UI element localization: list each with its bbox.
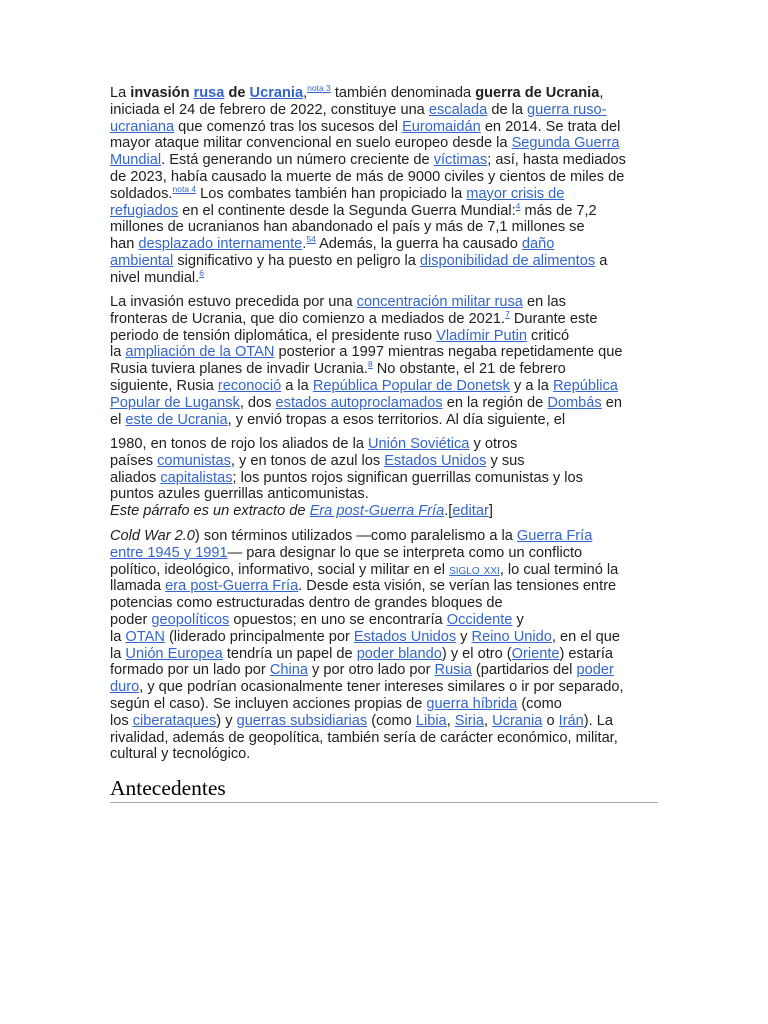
wiki-link[interactable]: ampliación de la OTAN <box>125 344 275 361</box>
text-line <box>110 328 658 345</box>
reference-link[interactable]: 6 <box>199 267 204 278</box>
text-line <box>110 183 658 203</box>
text-run: y por otro lado por <box>307 662 435 679</box>
wiki-link[interactable]: Libia <box>415 712 447 729</box>
text-line <box>110 662 658 679</box>
text-run: . Está generando un número creciente de <box>161 152 434 169</box>
text-run: y a la <box>509 377 553 394</box>
text-run: , y envió tropas a esos territorios. Al día siguiente, el <box>227 411 566 428</box>
reference-link[interactable]: 8 <box>367 359 373 370</box>
text-run: en <box>601 394 622 411</box>
wiki-link[interactable]: refugiados <box>110 202 179 219</box>
text-run: también denominada <box>330 85 476 101</box>
text-run: y otros <box>469 436 518 452</box>
text-run: fronteras de Ucrania, que dio comienzo a mediados de 2021. <box>110 310 506 327</box>
text-run: cultural y tecnológico. <box>110 746 251 763</box>
wiki-link[interactable]: Irán <box>558 712 584 729</box>
wiki-link[interactable]: Popular de Lugansk <box>110 394 240 411</box>
text-run: periodo de tensión diplomática, el presidente ruso <box>110 327 437 344</box>
text-line <box>110 646 658 663</box>
text-run: mayor ataque militar convencional en suelo europeo desde la <box>110 135 512 152</box>
wiki-link[interactable]: Estados Unidos <box>353 628 457 645</box>
text-line <box>110 200 658 220</box>
text-line <box>110 696 658 713</box>
text-run: a la <box>281 377 313 394</box>
text-run: a <box>595 252 608 269</box>
wiki-link[interactable]: Dombás <box>547 394 602 411</box>
text-run: No obstante, el 21 de febrero <box>372 361 566 378</box>
wiki-link[interactable]: Occidente <box>446 611 513 628</box>
text-line <box>110 629 658 646</box>
text-run: nivel mundial. <box>110 269 200 286</box>
wiki-link[interactable]: disponibilidad de alimentos <box>419 252 596 269</box>
text-run: 1980, en tonos de rojo los aliados de la <box>110 436 369 452</box>
reference-link[interactable]: nota 3 <box>307 83 331 93</box>
text-line <box>110 486 658 503</box>
text-run: más de 7,2 <box>520 202 597 219</box>
reference-link[interactable]: 7 <box>505 308 510 319</box>
wiki-link[interactable]: guerras subsidiarias <box>236 712 368 729</box>
text-line <box>110 236 658 253</box>
text-run: Durante este <box>509 310 598 327</box>
text-line <box>110 545 658 562</box>
wiki-link[interactable]: mayor crisis de <box>466 185 565 202</box>
text-line <box>110 102 658 119</box>
text-run: puntos azules guerrillas anticomunistas. <box>110 486 369 503</box>
text-run: . Desde esta visión, se verían las tensiones entre <box>298 578 617 595</box>
text-line <box>110 578 658 595</box>
text-run: (partidarios del <box>471 662 577 679</box>
text-run: , <box>484 712 493 729</box>
text-line <box>110 528 658 545</box>
wiki-link[interactable]: poder <box>576 662 614 679</box>
text-run: tendría un papel de <box>222 645 357 662</box>
wiki-link[interactable]: ambiental <box>110 252 174 269</box>
paragraph-cold-war <box>110 528 658 763</box>
text-run: de 2023, había causado la muerte de más de 9000 civiles y cientos de miles de <box>110 168 625 185</box>
superscript <box>307 83 331 93</box>
text-run: ] <box>488 503 493 520</box>
text-run: millones de ucranianos han abandonado el país y más de 7,1 millones se <box>110 219 585 236</box>
text-run: la <box>110 344 126 361</box>
paragraph-intro <box>110 85 658 287</box>
text-run: ) y <box>216 712 237 729</box>
text-line <box>110 85 658 102</box>
wiki-link[interactable]: víctimas <box>433 152 488 169</box>
text-line <box>110 294 658 311</box>
text-line <box>110 412 658 429</box>
wiki-link[interactable]: Estados Unidos <box>384 452 487 469</box>
wiki-link[interactable]: geopolíticos <box>151 611 230 628</box>
text-run: según el caso). Se incluyen acciones propias de <box>110 695 427 712</box>
text-line <box>110 378 658 395</box>
text-run: el <box>110 411 126 428</box>
wiki-link[interactable]: República Popular de Donetsk <box>312 377 510 394</box>
section-heading-antecedentes: Antecedentes <box>110 775 658 803</box>
text-run: Este párrafo es un extracto de <box>110 503 310 520</box>
text-line <box>110 679 658 696</box>
text-run: posterior a 1997 mientras negaba repetidamente que <box>274 344 623 361</box>
wiki-link[interactable]: siglo xxi <box>449 561 500 578</box>
text-line <box>110 308 658 328</box>
wiki-link[interactable]: Oriente <box>511 645 560 662</box>
wiki-link[interactable]: era post-Guerra Fría <box>165 578 299 595</box>
reference-link[interactable]: nota 4 <box>172 183 197 194</box>
text-run: en 2014. Se trata del <box>480 118 621 135</box>
text-run: los <box>110 712 133 729</box>
text-run: países <box>110 452 158 469</box>
wiki-link[interactable]: poder blando <box>356 645 442 662</box>
text-run: , y que podrían ocasionalmente tener intereses similares o ir por separado, <box>139 679 624 696</box>
wiki-link[interactable]: Unión Europea <box>125 645 223 662</box>
text-run: ) y el otro ( <box>441 645 512 662</box>
text-run: La invasión estuvo precedida por una <box>110 294 357 310</box>
text-run: (liderado principalmente por <box>164 628 354 645</box>
wiki-link[interactable]: entre 1945 y 1991 <box>110 544 228 561</box>
text-run: de la <box>487 101 528 118</box>
text-run: poder <box>110 611 152 628</box>
text-run: Rusia tuviera planes de invadir Ucrania. <box>110 361 368 378</box>
superscript <box>172 184 196 194</box>
paragraph-figure-caption-extract <box>110 436 658 520</box>
text-line <box>110 253 658 270</box>
wiki-link[interactable]: capitalistas <box>160 469 233 486</box>
text-run: Cold War 2.0 <box>110 528 195 544</box>
text-run: opuestos; en uno se encontraría <box>229 611 447 628</box>
text-run: , <box>303 85 308 101</box>
wiki-link[interactable]: Vladímir Putin <box>436 327 527 344</box>
text-line <box>110 470 658 487</box>
wiki-link[interactable]: concentración militar rusa <box>356 294 523 310</box>
text-run: ; los puntos rojos significan guerrillas comunistas y los <box>232 469 583 486</box>
wiki-link[interactable]: Reino Unido <box>471 628 552 645</box>
paragraph-background <box>110 294 658 428</box>
text-run: Además, la guerra ha causado <box>315 236 522 253</box>
text-run: , dos <box>239 394 276 411</box>
text-run: formado por un lado por <box>110 662 270 679</box>
wiki-link[interactable]: Segunda Guerra <box>511 135 620 152</box>
text-run: La <box>110 85 131 101</box>
text-line <box>110 453 658 470</box>
wiki-link[interactable]: China <box>269 662 308 679</box>
text-run: ) son términos utilizados —como paralelismo a la <box>194 528 517 544</box>
text-run: .[ <box>444 503 453 520</box>
text-run: ) estaría <box>559 645 614 662</box>
text-run: guerra de Ucrania <box>475 85 600 101</box>
wiki-link[interactable]: Era post-Guerra Fría <box>309 503 445 520</box>
text-run: potencias como estructuradas dentro de grandes bloques de <box>110 595 503 612</box>
wiki-link[interactable]: reconoció <box>217 377 282 394</box>
wiki-link[interactable]: duro <box>110 679 140 696</box>
wiki-link[interactable]: guerra ruso- <box>527 101 607 118</box>
text-run: y <box>512 611 524 628</box>
wiki-link[interactable]: este de Ucrania <box>125 411 228 428</box>
text-run: rivalidad, además de geopolítica, también sería de carácter económico, militar, <box>110 729 618 746</box>
text-run: o <box>542 712 559 729</box>
text-run: que comenzó tras los sucesos del <box>174 118 403 135</box>
text-run: y sus <box>486 452 525 469</box>
wiki-link[interactable]: estados autoproclamados <box>275 394 443 411</box>
wiki-link[interactable]: OTAN <box>125 628 165 645</box>
text-run: llamada <box>110 578 166 595</box>
text-line <box>110 219 658 236</box>
wiki-link[interactable]: Rusia <box>434 662 472 679</box>
wiki-link[interactable]: guerra híbrida <box>426 695 518 712</box>
wiki-link[interactable]: República <box>552 377 618 394</box>
text-run: la <box>110 645 126 662</box>
text-run: han <box>110 236 139 253</box>
wiki-link[interactable]: Ucrania <box>492 712 543 729</box>
text-run: criticó <box>526 327 570 344</box>
text-line <box>110 612 658 629</box>
text-run: invasión <box>130 85 190 101</box>
text-run: ; así, hasta mediados <box>487 152 626 169</box>
superscript <box>199 268 204 278</box>
text-run: en las <box>522 294 566 310</box>
wiki-link[interactable]: Unión Soviética <box>368 436 470 452</box>
wiki-link[interactable]: comunistas <box>157 452 231 469</box>
superscript <box>306 234 315 244</box>
text-line <box>110 152 658 169</box>
wiki-link[interactable]: daño <box>521 236 555 253</box>
text-line <box>110 361 658 378</box>
wiki-link[interactable]: escalada <box>428 101 488 118</box>
text-run: significativo y ha puesto en peligro la <box>173 252 420 269</box>
reference-link[interactable]: 54 <box>306 234 316 245</box>
wiki-link[interactable]: desplazado internamente <box>138 236 303 253</box>
text-run: , y en tonos de azul los <box>230 452 385 469</box>
text-run: , en el que <box>551 628 621 645</box>
text-run: , <box>599 85 604 101</box>
text-run: siguiente, Rusia <box>110 377 218 394</box>
text-run: (como <box>517 695 562 712</box>
text-line <box>110 713 658 730</box>
wiki-link[interactable]: rusa <box>193 85 225 101</box>
wiki-link[interactable]: editar <box>452 503 489 520</box>
text-run: en el continente desde la Segunda Guerra Mundial: <box>178 202 516 219</box>
text-line <box>110 746 658 763</box>
text-run: y <box>456 628 472 645</box>
text-run: (como <box>367 712 416 729</box>
wiki-link[interactable]: Siria <box>454 712 484 729</box>
text-run: — para designar lo que se interpreta como un conflicto <box>227 544 583 561</box>
wiki-link[interactable]: Ucrania <box>249 85 304 101</box>
reference-link[interactable]: 4 <box>515 200 521 211</box>
text-line <box>110 730 658 747</box>
text-run: soldados. <box>110 185 173 202</box>
text-run: . <box>302 236 307 253</box>
text-run: político, ideológico, informativo, social y militar en el <box>110 561 450 578</box>
text-run: Los combates también han propiciado la <box>196 185 467 202</box>
wiki-link[interactable]: ucraniana <box>110 118 175 135</box>
wiki-link[interactable]: ciberataques <box>132 712 217 729</box>
text-run: iniciada el 24 de febrero de 2022, constituye una <box>110 101 429 118</box>
text-line <box>110 595 658 612</box>
text-line <box>110 119 658 136</box>
wiki-link[interactable]: Guerra Fría <box>516 528 593 544</box>
text-run: de <box>228 85 246 101</box>
wiki-link[interactable]: Euromaidán <box>402 118 481 135</box>
text-line <box>110 503 658 520</box>
text-line <box>110 562 658 579</box>
text-run: aliados <box>110 469 161 486</box>
text-line <box>110 436 658 453</box>
text-line <box>110 395 658 412</box>
text-run: la <box>110 628 126 645</box>
wiki-link[interactable]: Mundial <box>110 152 162 169</box>
text-run: ). La <box>583 712 613 729</box>
text-line <box>110 267 658 287</box>
text-run: , lo cual terminó la <box>499 561 619 578</box>
text-line <box>110 135 658 152</box>
text-run: en la región de <box>442 394 548 411</box>
text-run: , <box>446 712 455 729</box>
text-line <box>110 344 658 361</box>
